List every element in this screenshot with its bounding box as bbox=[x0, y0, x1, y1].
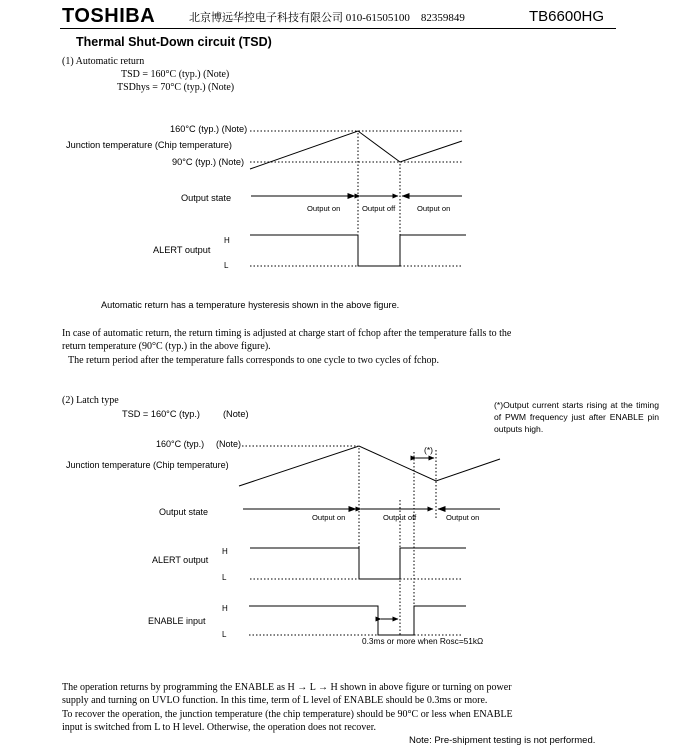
latch-label-alert: ALERT output bbox=[152, 555, 209, 565]
latch-side-note: (*)Output current starts rising at the timing of PWM frequency just after ENABLE pin outputs high. bbox=[494, 400, 659, 434]
latch-label-alert-h: H bbox=[222, 547, 228, 556]
auto-label-alert: ALERT output bbox=[153, 245, 211, 255]
auto-label-junction: Junction temperature (Chip temperature) bbox=[66, 140, 232, 150]
auto-label-h: H bbox=[224, 236, 230, 245]
latch-label-junction: Junction temperature (Chip temperature) bbox=[66, 460, 229, 470]
latch-label-160-note: (Note) bbox=[216, 439, 242, 449]
company-info: 北京博远华控电子科技有限公司 010-61505100 82359849 bbox=[189, 12, 465, 24]
latch-heading: (2) Latch type bbox=[62, 395, 119, 406]
auto-tsd-line: TSD = 160°C (typ.) (Note) bbox=[121, 69, 230, 80]
latch-footer-note: Note: Pre-shipment testing is not performed. bbox=[409, 735, 596, 746]
auto-label-90: 90°C (typ.) (Note) bbox=[172, 157, 245, 167]
brand-logo: TOSHIBA bbox=[62, 5, 156, 27]
auto-para-line2: return temperature (90°C (typ.) in the above figure). bbox=[62, 341, 271, 352]
latch-label-enable: ENABLE input bbox=[148, 616, 206, 626]
auto-label-output-off: Output off bbox=[362, 204, 396, 213]
latch-tsd-line: TSD = 160°C (typ.) bbox=[122, 409, 200, 419]
latch-label-enable-l: L bbox=[222, 630, 227, 639]
auto-label-160: 160°C (typ.) (Note) bbox=[170, 124, 248, 134]
section-title: Thermal Shut-Down circuit (TSD) bbox=[76, 35, 272, 49]
latch-para-line2: supply and turning on UVLO function. In this time, term of L level of ENABLE should be 0.3ms or more. bbox=[62, 695, 488, 706]
auto-return-heading: (1) Automatic return bbox=[62, 56, 145, 67]
latch-para-line3: To recover the operation, the junction temperature (the chip temperature) should be 90°C or less when ENABLE bbox=[62, 709, 513, 720]
latch-label-enable-h: H bbox=[222, 604, 228, 613]
latch-tsd-note: (Note) bbox=[223, 409, 249, 419]
auto-label-l: L bbox=[224, 261, 229, 270]
latch-label-output-on-2: Output on bbox=[446, 513, 480, 522]
latch-para-line1: The operation returns by programming the ENABLE as H → L → H shown in above figure or turning on power bbox=[62, 682, 512, 693]
latch-para-line4: input is switched from L to H level. Otherwise, the operation does not recover. bbox=[62, 722, 376, 733]
auto-caption: Automatic return has a temperature hysteresis shown in the above figure. bbox=[101, 300, 400, 310]
auto-tsdhys-line: TSDhys = 70°C (typ.) (Note) bbox=[117, 82, 235, 93]
latch-label-star: (*) bbox=[424, 445, 433, 455]
latch-label-160: 160°C (typ.) bbox=[156, 439, 205, 449]
latch-label-timing: 0.3ms or more when Rosc=51kΩ bbox=[362, 636, 484, 646]
auto-para-line1: In case of automatic return, the return timing is adjusted at charge start of fchop after the temperature falls to the bbox=[62, 328, 512, 339]
latch-label-output-state: Output state bbox=[159, 507, 209, 517]
auto-label-output-state: Output state bbox=[181, 193, 232, 203]
part-number: TB6600HG bbox=[529, 8, 605, 25]
latch-label-output-off: Output off bbox=[383, 513, 417, 522]
latch-label-output-on-1: Output on bbox=[312, 513, 346, 522]
latch-label-alert-l: L bbox=[222, 573, 227, 582]
auto-label-output-on-2: Output on bbox=[417, 204, 451, 213]
auto-para-line3: The return period after the temperature falls corresponds to one cycle to two cycles of fchop. bbox=[68, 355, 439, 366]
auto-label-output-on-1: Output on bbox=[307, 204, 341, 213]
